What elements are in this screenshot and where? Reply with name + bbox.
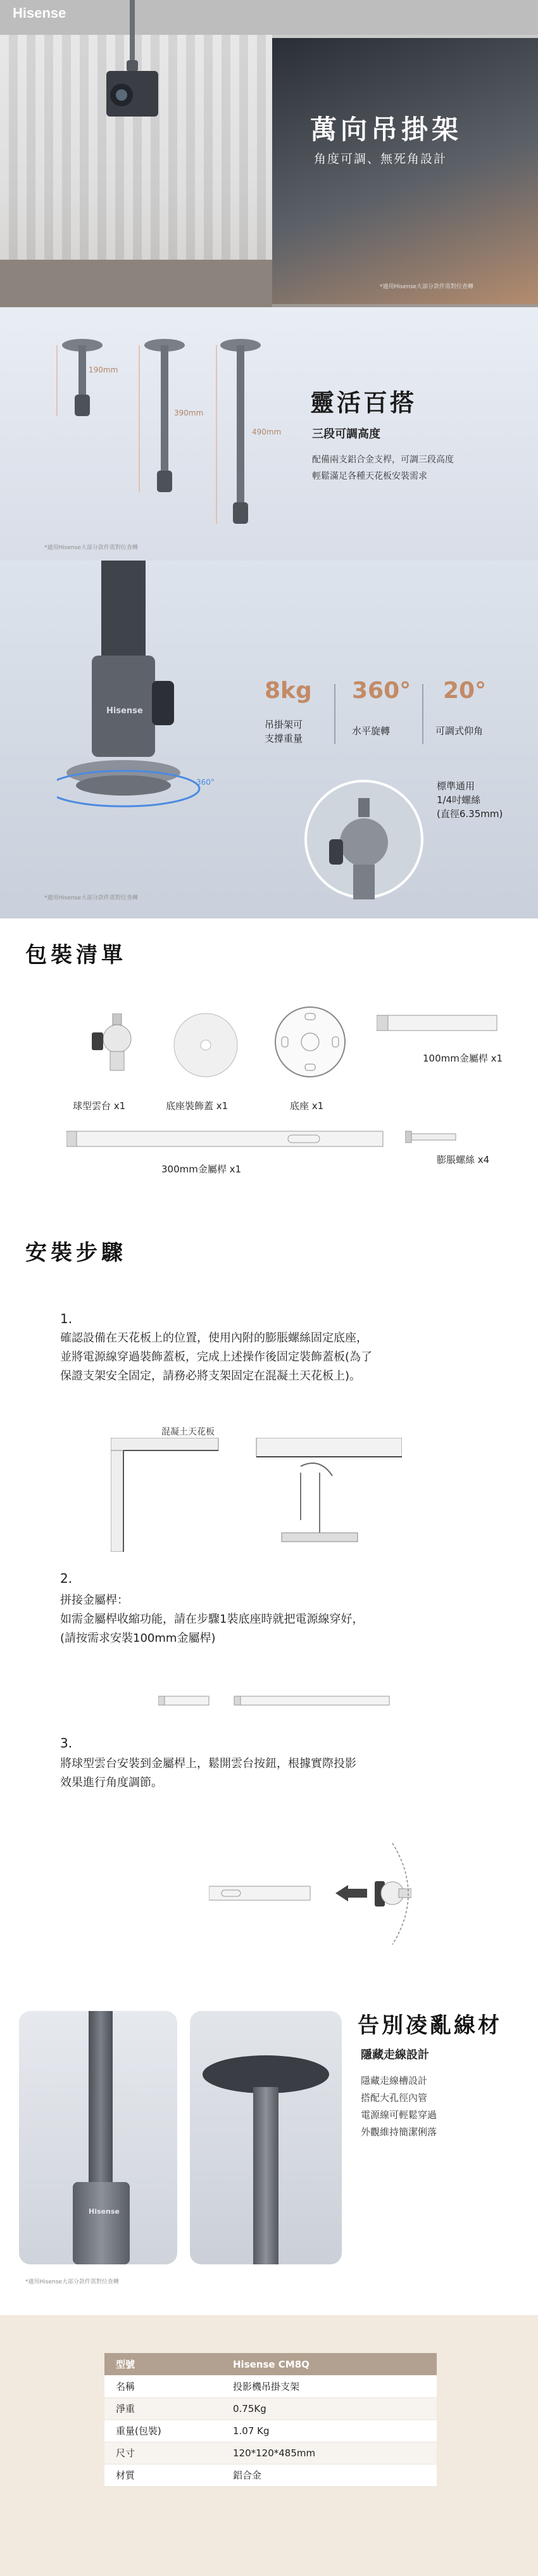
cover-icon [171,1010,241,1080]
specs-note: *適用Hisense大部分款件需對位查轉 [44,895,138,901]
step-3-text: 將球型雲台安裝到金屬桿上，鬆開雲台按鈕，根據實際投影 效果進行角度調節。 [60,1757,356,1789]
step-3-number: 3. [60,1735,73,1751]
table-row [104,2397,437,2420]
item-rod-100: 100mm金屬桿 x1 [423,1053,503,1064]
table-value: 鋁合金 [222,2464,437,2486]
specs-section [0,561,538,918]
item-cover: 底座裝飾蓋 x1 [166,1100,228,1112]
step-2-number: 2. [60,1571,73,1586]
height-label-190: 190mm [89,365,118,374]
table-header-key: 型號 [104,2353,222,2375]
cable-image-1 [19,2011,177,2264]
package-heading: 包裝清單 [25,942,127,968]
spec-tilt-label: 可調式仰角 [435,725,484,737]
step-3-diagram [209,1837,411,1951]
hero-title: 萬向吊掛架 [310,114,463,145]
base-icon [266,1001,354,1083]
spec-weight-value: 8kg [265,678,312,704]
package-section [0,918,538,1203]
cable-section [0,1983,538,2315]
table-key: 名稱 [104,2375,222,2397]
flexible-note: *適用Hisense大部分款件需對位查轉 [44,545,138,551]
item-base: 底座 x1 [290,1100,324,1112]
screw-spec-label: 標準通用 1/4吋螺絲 (直徑6.35mm) [437,780,503,820]
spec-rotation-value: 360° [352,678,411,704]
mount-logo: Hisense [106,706,143,716]
table-row [104,2464,437,2486]
cable-image-2 [190,2011,342,2264]
spec-rotation-label: 水平旋轉 [352,725,391,737]
install-section [0,1203,538,1983]
rod-300-icon [66,1126,389,1152]
hero-note: *適用Hisense大部分款件需對位查轉 [380,284,473,290]
install-heading: 安裝步驟 [25,1240,127,1266]
table-row [104,2420,437,2442]
table-value: 0.75Kg [222,2397,437,2420]
table-value: 120*120*485mm [222,2442,437,2464]
screw-icon [405,1127,462,1146]
mount-closeup-image [57,561,234,827]
table-key: 材質 [104,2464,222,2486]
rotation-label: 360° [196,778,215,787]
projection-screen-image [272,38,538,304]
height-label-490: 490mm [252,428,282,436]
cable-subtitle: 隱藏走線設計 [361,2048,429,2062]
spec-table-section [0,2315,538,2576]
table-value: 投影機吊掛支架 [222,2375,437,2397]
brand-logo: Hisense [13,5,66,21]
cable-note: *適用Hisense大部分款件需對位查轉 [25,2279,119,2285]
ball-head-closeup-image [304,779,424,899]
flexible-description: 配備兩支鋁合金支桿，可調三段高度 輕鬆滿足各種天花板安裝需求 [312,455,454,481]
cable-title: 告別凌亂線材 [358,2013,502,2038]
cable-logo: Hisense [89,2207,120,2216]
step-1-number: 1. [60,1311,73,1326]
flexible-section [0,307,538,561]
spec-weight-label: 吊掛架可 支撐重量 [265,719,303,744]
hero-subtitle: 角度可調、無死角設計 [314,152,447,166]
table-row [104,2442,437,2464]
table-header-row [104,2353,437,2375]
table-key: 尺寸 [104,2442,222,2464]
projector-mount-image [95,0,171,146]
table-key: 重量(包裝) [104,2420,222,2442]
table-key: 淨重 [104,2397,222,2420]
table-header-value: Hisense CM8Q [222,2353,437,2375]
ball-head-icon [89,1013,146,1089]
item-ball-head: 球型雲台 x1 [73,1100,126,1112]
table-value: 1.07 Kg [222,2420,437,2442]
spec-table [104,2353,437,2487]
rod-100-icon [377,1010,503,1036]
step-1-text: 確認設備在天花板上的位置，使用內附的膨脹螺絲固定底座， 並將電源線穿過裝飾蓋板，完成上述操作後固定裝飾蓋板(為了 保證支架安全固定，請務必將支架固定在混凝土天花板上)。 [60,1331,373,1383]
item-rod-300: 300mm金屬桿 x1 [161,1164,242,1175]
step-2-diagram [158,1691,392,1710]
cable-description: 隱藏走線槽設計 搭配大孔徑內管 電源線可輕鬆穿過 外觀維持簡潔俐落 [361,2075,437,2138]
spec-tilt-value: 20° [443,678,487,704]
flexible-subtitle: 三段可調高度 [312,428,380,441]
item-screws: 膨脹螺絲 x4 [437,1154,490,1165]
table-row [104,2375,437,2397]
hero-banner [0,0,538,307]
flexible-title: 靈活百搭 [310,389,417,417]
step-1-diagram [111,1438,402,1552]
height-label-390: 390mm [174,409,204,417]
step-2-text: 拼接金屬桿： 如需金屬桿收縮功能，請在步驟1裝底座時就把電源線穿好， (請按需求安裝100mm金屬桿) [60,1594,364,1645]
concrete-label: 混凝土天花板 [161,1427,215,1437]
